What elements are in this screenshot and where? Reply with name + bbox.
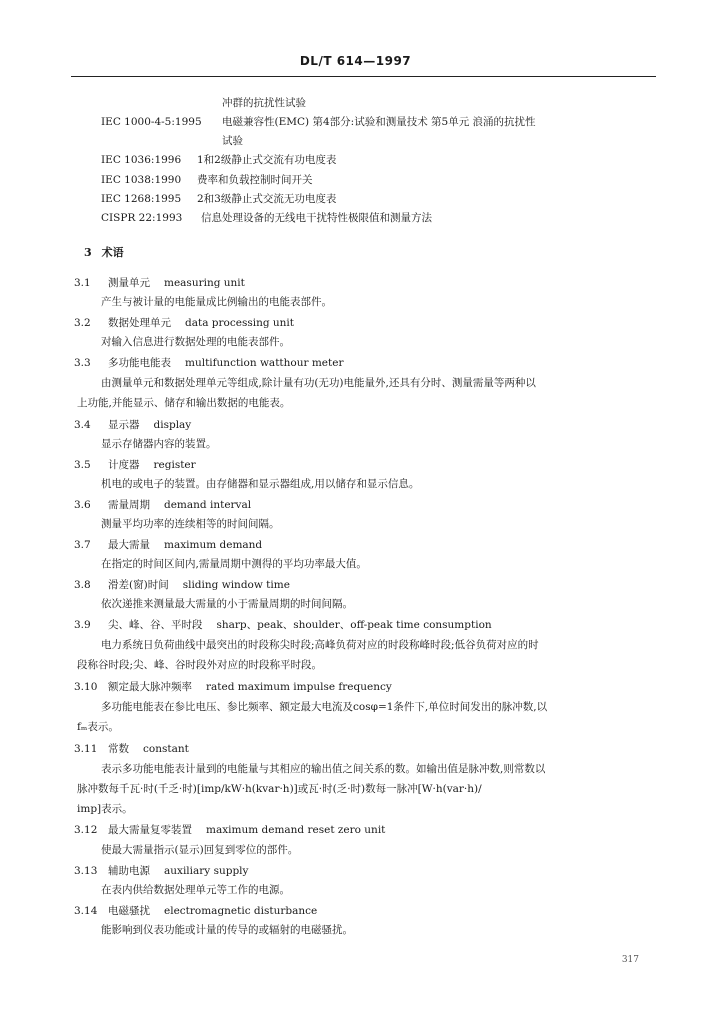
term-definition: 上功能,并能显示、储存和输出数据的电能表。	[77, 397, 291, 409]
term-english: data processing unit	[185, 317, 295, 329]
term-definition: imp]表示。	[77, 803, 133, 815]
term-english: sliding window time	[182, 579, 290, 591]
term-chinese: 电磁骚扰	[108, 905, 150, 917]
term-number: 3.11	[74, 743, 98, 755]
term-definition: 产生与被计量的电能量成比例输出的电能表部件。	[101, 296, 332, 308]
term-chinese: 计度器	[108, 459, 140, 471]
term-heading	[74, 680, 392, 694]
term-chinese: 额定最大脉冲频率	[108, 681, 192, 693]
term-definition: 多功能电能表在参比电压、参比频率、额定最大电流及cosφ=1条件下,单位时间发出的脉冲数,以	[101, 701, 548, 713]
term-number: 3.13	[74, 865, 98, 877]
term-number: 3.10	[74, 681, 98, 693]
term-definition: fₘ表示。	[77, 721, 119, 733]
term-chinese: 需量周期	[108, 499, 150, 511]
term-chinese: 辅助电源	[108, 865, 150, 877]
reference-line	[101, 192, 336, 206]
reference-code: IEC 1038:1990	[101, 174, 182, 186]
term-heading	[74, 276, 245, 290]
term-english: measuring unit	[164, 277, 245, 289]
term-english: constant	[143, 743, 189, 755]
term-english: auxiliary supply	[164, 865, 249, 877]
term-heading	[74, 618, 492, 632]
term-heading	[74, 316, 294, 330]
term-heading	[74, 458, 196, 472]
reference-line	[101, 153, 336, 167]
term-heading	[74, 904, 317, 918]
term-definition: 使最大需量指示(显示)回复到零位的部件。	[101, 844, 299, 856]
header-rule	[71, 76, 656, 77]
reference-text: 费率和负载控制时间开关	[197, 174, 313, 186]
reference-text: 信息处理设备的无线电干扰特性极限值和测量方法	[201, 212, 432, 224]
term-heading	[74, 742, 189, 756]
term-definition: 测量平均功率的连续相等的时间间隔。	[101, 518, 280, 530]
reference-line	[101, 173, 313, 187]
term-number: 3.1	[74, 277, 91, 289]
reference-line	[222, 134, 243, 148]
term-number: 3.4	[74, 419, 91, 431]
term-definition: 依次递推来测量最大需量的小于需量周期的时间间隔。	[101, 598, 353, 610]
term-english: display	[153, 419, 192, 431]
term-definition: 显示存储器内容的装置。	[101, 438, 217, 450]
term-english: multifunction watthour meter	[185, 357, 344, 369]
term-chinese: 最大需量	[108, 539, 150, 551]
term-definition: 段称谷时段;尖、峰、谷时段外对应的时段称平时段。	[77, 659, 323, 671]
reference-text: 冲群的抗扰性试验	[222, 97, 306, 109]
term-english: register	[153, 459, 196, 471]
term-number: 3.6	[74, 499, 91, 511]
term-heading	[74, 578, 290, 592]
term-definition: 在指定的时间区间内,需量周期中测得的平均功率最大值。	[101, 558, 367, 570]
term-chinese: 尖、峰、谷、平时段	[108, 619, 203, 631]
section-title: 术语	[101, 246, 124, 259]
reference-text: 电磁兼容性(EMC) 第4部分:试验和测量技术 第5单元 浪涌的抗扰性	[222, 116, 536, 128]
term-english: sharp、peak、shoulder、off-peak time consumption	[216, 619, 492, 631]
term-chinese: 测量单元	[108, 277, 150, 289]
term-chinese: 显示器	[108, 419, 140, 431]
term-chinese: 滑差(窗)时间	[108, 579, 169, 591]
reference-code: IEC 1000-4-5:1995	[101, 116, 202, 128]
term-definition: 电力系统日负荷曲线中最突出的时段称尖时段;高峰负荷对应的时段称峰时段;低谷负荷对应的时	[101, 639, 539, 651]
term-definition: 机电的或电子的装置。由存储器和显示器组成,用以储存和显示信息。	[101, 478, 420, 490]
reference-code: IEC 1036:1996	[101, 154, 182, 166]
term-number: 3.8	[74, 579, 91, 591]
reference-text: 1和2级静止式交流有功电度表	[197, 154, 337, 166]
term-number: 3.14	[74, 905, 98, 917]
reference-line	[222, 96, 306, 110]
reference-code: IEC 1268:1995	[101, 193, 182, 205]
term-number: 3.7	[74, 539, 91, 551]
page-number: 317	[621, 955, 639, 965]
term-chinese: 多功能电能表	[108, 357, 171, 369]
reference-text: 2和3级静止式交流无功电度表	[197, 193, 337, 205]
term-heading	[74, 538, 262, 552]
term-definition: 由测量单元和数据处理单元等组成,除计量有功(无功)电能量外,还具有分时、测量需量等两种以	[101, 377, 536, 389]
term-definition: 能影响到仪表功能或计量的传导的或辐射的电磁骚扰。	[101, 924, 353, 936]
reference-text: 试验	[222, 135, 243, 147]
term-definition: 在表内供给数据处理单元等工作的电源。	[101, 884, 290, 896]
term-number: 3.12	[74, 824, 98, 836]
term-definition: 对输入信息进行数据处理的电能表部件。	[101, 336, 290, 348]
term-heading	[74, 418, 191, 432]
term-number: 3.5	[74, 459, 91, 471]
term-english: maximum demand	[164, 539, 263, 551]
term-heading	[74, 864, 248, 878]
reference-code: CISPR 22:1993	[101, 212, 183, 224]
term-number: 3.2	[74, 317, 91, 329]
term-english: maximum demand reset zero unit	[206, 824, 386, 836]
term-english: electromagnetic disturbance	[164, 905, 318, 917]
section-heading	[84, 244, 124, 260]
term-chinese: 常数	[108, 743, 129, 755]
term-definition: 表示多功能电能表计量到的电能量与其相应的输出值之间关系的数。如输出值是脉冲数,则常数以	[101, 763, 546, 775]
page-header: DL/T 614—1997	[299, 54, 412, 68]
section-number: 3	[84, 246, 92, 259]
term-number: 3.3	[74, 357, 91, 369]
term-heading	[74, 823, 385, 837]
term-heading	[74, 356, 343, 370]
term-definition: 脉冲数每千瓦·时(千乏·时)[imp/kW·h(kvar·h)]或瓦·时(乏·时)数每一脉冲[W·h(var·h)/	[77, 783, 482, 795]
term-chinese: 最大需量复零装置	[108, 824, 192, 836]
term-english: demand interval	[164, 499, 252, 511]
reference-line	[101, 211, 432, 225]
term-number: 3.9	[74, 619, 91, 631]
term-heading	[74, 498, 251, 512]
reference-line	[101, 115, 536, 129]
term-chinese: 数据处理单元	[108, 317, 171, 329]
term-english: rated maximum impulse frequency	[206, 681, 392, 693]
